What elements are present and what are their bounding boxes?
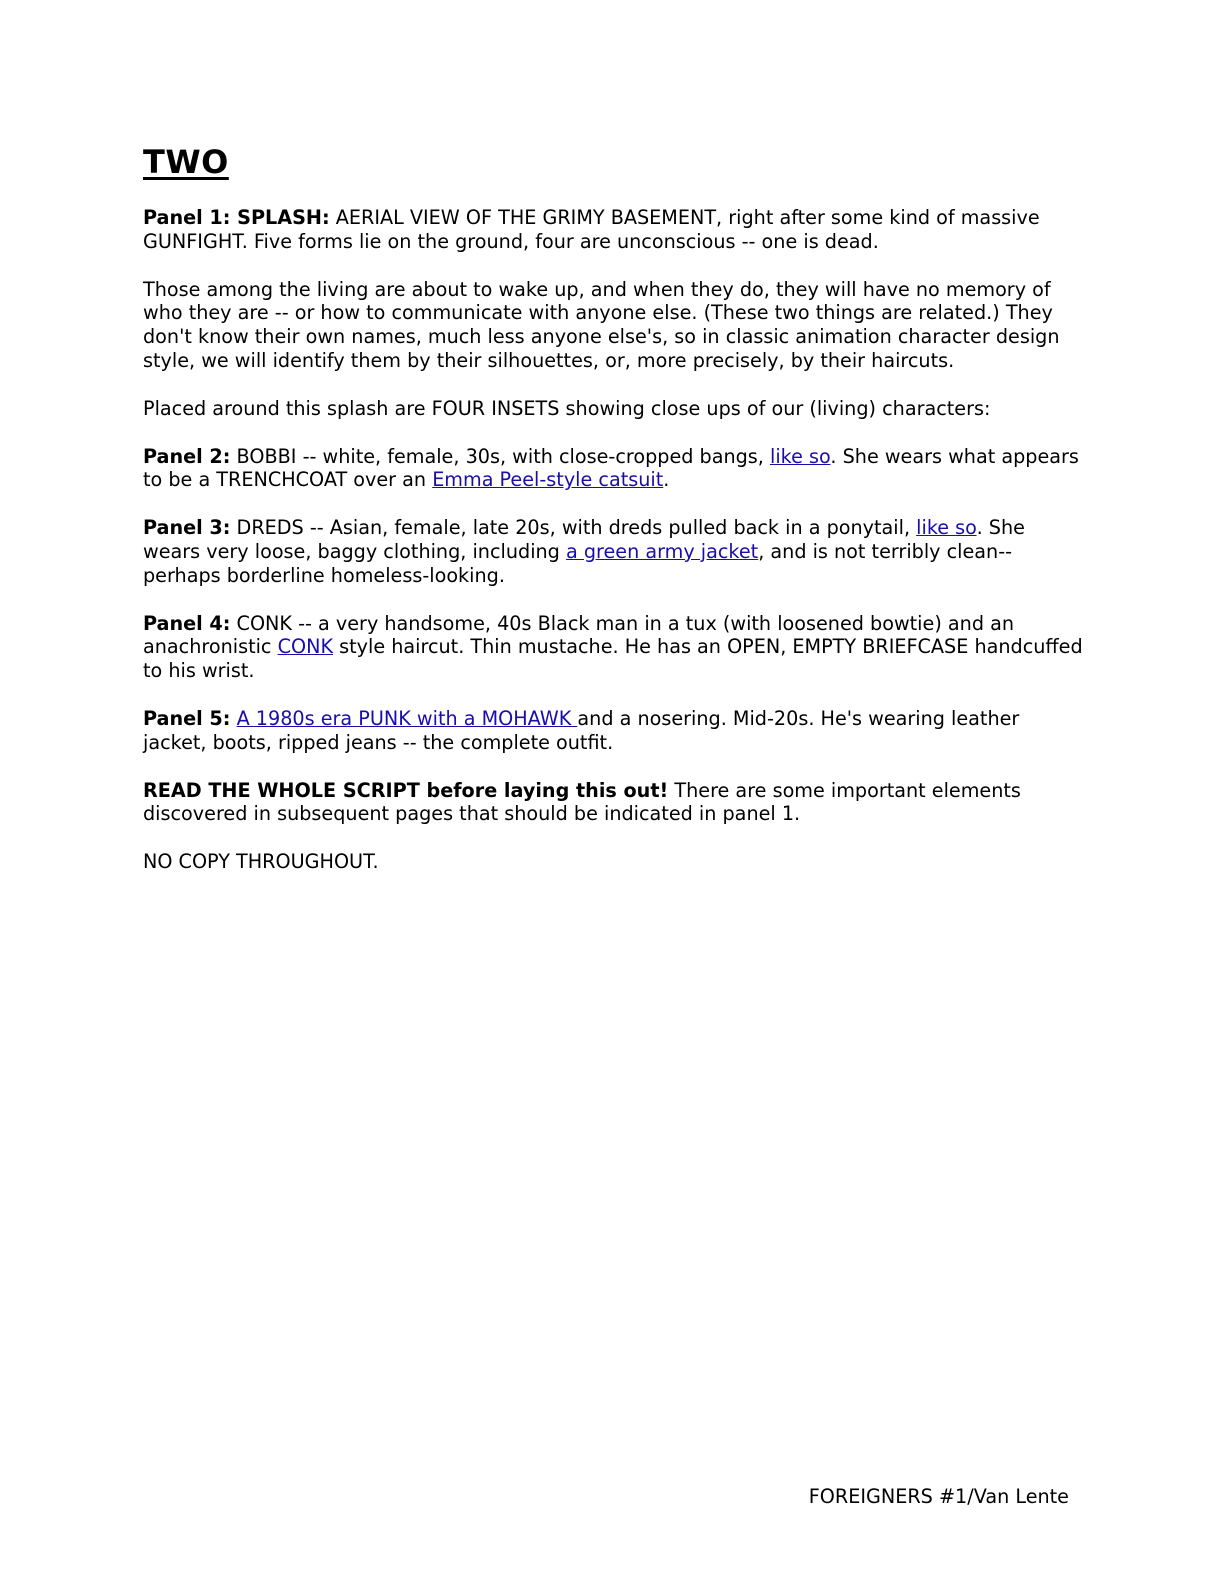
read-script-note bbox=[143, 779, 1083, 827]
read-script-label: READ THE WHOLE SCRIPT before laying this out! bbox=[143, 778, 669, 802]
page-title: TWO bbox=[143, 143, 229, 181]
panel-1-label: Panel 1: SPLASH: bbox=[143, 206, 330, 229]
panel-2-text-2: . She wears what appears to be a TRENCHCOAT over an bbox=[143, 444, 1079, 492]
panel-1-paragraph bbox=[143, 206, 1083, 254]
no-copy-note: NO COPY THROUGHOUT. bbox=[143, 850, 379, 874]
panel-3-paragraph bbox=[143, 516, 1083, 587]
panel-5-label: Panel 5: bbox=[143, 706, 231, 730]
panel-4-text-1: CONK -- a very handsome, 40s Black man in a tux (with loosened bowtie) and an anachronistic bbox=[143, 611, 1015, 659]
panel-2-text-3: . bbox=[663, 468, 670, 492]
living-description-paragraph: Those among the living are about to wake up, and when they do, they will have no memory of who they are -- or how to communicate with anyone else. (These two things are related.) They don't know their own names, much less anyone else's, so in classic animation character design style, we will identify them by their silhouettes, or, more precisely, by their haircuts. bbox=[143, 277, 1060, 372]
panel-2-label: Panel 2: bbox=[143, 444, 231, 468]
script-page bbox=[143, 140, 1083, 898]
panel-3-label: Panel 3: bbox=[143, 516, 231, 540]
panel-3-text-3: , and is not terribly clean--perhaps borderline homeless-looking. bbox=[143, 539, 1013, 587]
panel-5-text-1: and a nosering. Mid-20s. He's wearing leather jacket, boots, ripped jeans -- the complete outfit. bbox=[143, 706, 1020, 754]
panel-4-paragraph bbox=[143, 612, 1083, 683]
insets-paragraph: Placed around this splash are FOUR INSETS showing close ups of our (living) characters: bbox=[143, 396, 991, 420]
panel-4-text-2: style haircut. Thin mustache. He has an OPEN, EMPTY BRIEFCASE handcuffed to his wrist. bbox=[143, 635, 1083, 683]
panel-3-text-2: . She wears very loose, baggy clothing, including bbox=[143, 516, 1025, 563]
panel-2-text-1: BOBBI -- white, female, 30s, with close-cropped bangs, bbox=[230, 444, 770, 468]
panel-4-label: Panel 4: bbox=[143, 611, 231, 635]
panel-1-text: AERIAL VIEW OF THE GRIMY BASEMENT, right after some kind of massive GUNFIGHT. Five forms lie on the ground, four are unconscious -- one is dead. bbox=[143, 206, 1040, 253]
page-footer: FOREIGNERS #1/Van Lente bbox=[808, 1485, 1069, 1508]
panel-3-jacket-link[interactable]: a green army jacket bbox=[565, 539, 759, 563]
panel-4-conk-link[interactable]: CONK bbox=[277, 635, 334, 659]
panel-5-punk-link[interactable]: A 1980s era PUNK with a MOHAWK bbox=[236, 706, 578, 730]
panel-3-haircut-link[interactable]: like so bbox=[916, 516, 977, 540]
panel-2-paragraph bbox=[143, 445, 1083, 493]
panel-2-catsuit-link[interactable]: Emma Peel-style catsuit bbox=[432, 468, 664, 492]
panel-3-text-1: DREDS -- Asian, female, late 20s, with dreds pulled back in a ponytail, bbox=[230, 516, 917, 540]
read-script-text: There are some important elements discovered in subsequent pages that should be indicated in panel 1. bbox=[143, 778, 1021, 826]
panel-2-haircut-link[interactable]: like so bbox=[770, 444, 831, 468]
panel-5-paragraph bbox=[143, 707, 1083, 755]
